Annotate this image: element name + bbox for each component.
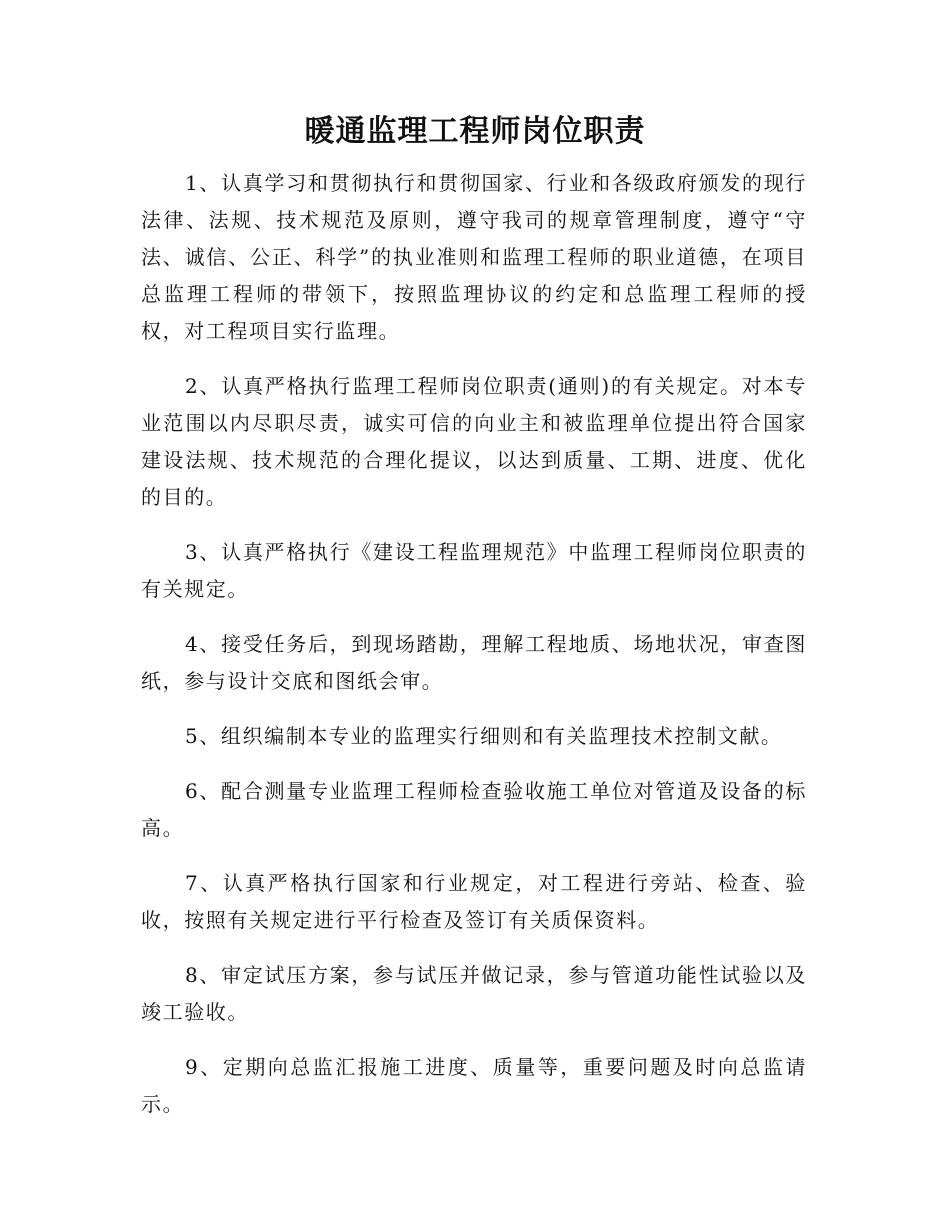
- paragraph-7: 7、认真严格执行国家和行业规定，对工程进行旁站、检查、验收，按照有关规定进行平行检查及签订有关质保资料。: [141, 871, 807, 932]
- paragraph-2: 2、认真严格执行监理工程师岗位职责(通则)的有关规定。对本专业范围以内尽职尽责，诚实可信的向业主和被监理单位提出符合国家建设法规、技术规范的合理化提议，以达到质量、工期、进度、优化的目的。: [141, 374, 807, 509]
- paragraph-5: 5、组织编制本专业的监理实行细则和有关监理技术控制文献。: [185, 724, 783, 748]
- document-title: 暖通监理工程师岗位职责: [304, 114, 646, 149]
- paragraph-9: 9、定期向总监汇报施工进度、质量等，重要问题及时向总监请示。: [141, 1055, 807, 1116]
- paragraph-6: 6、配合测量专业监理工程师检查验收施工单位对管道及设备的标高。: [141, 779, 807, 840]
- paragraph-8: 8、审定试压方案，参与试压并做记录，参与管道功能性试验以及竣工验收。: [141, 963, 807, 1024]
- paragraph-3: 3、认真严格执行《建设工程监理规范》中监理工程师岗位职责的有关规定。: [141, 540, 807, 601]
- paragraph-1: 1、认真学习和贯彻执行和贯彻国家、行业和各级政府颁发的现行法律、法规、技术规范及原则，遵守我司的规章管理制度，遵守“守法、诚信、公正、科学”的执业准则和监理工程师的职业道德，在项目总监理工程师的带领下，按照监理协议的约定和总监理工程师的授权，对工程项目实行监理。: [141, 171, 807, 343]
- paragraph-4: 4、接受任务后，到现场踏勘，理解工程地质、场地状况，审查图纸，参与设计交底和图纸会审。: [141, 632, 807, 693]
- document-body: [141, 165, 807, 1141]
